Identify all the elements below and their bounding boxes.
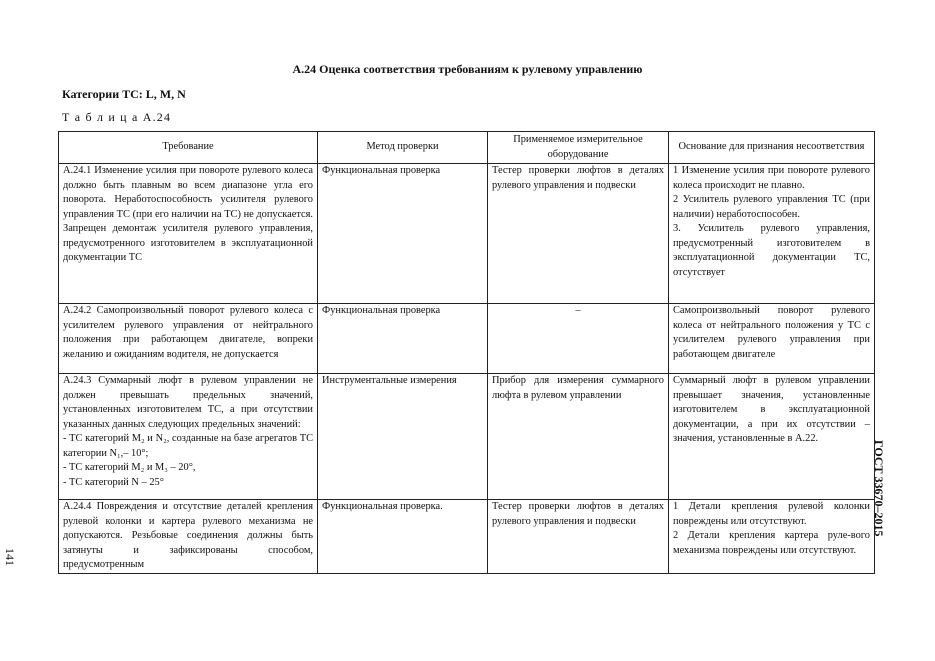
- equipment-cell: Прибор для измерения суммарного люфта в рулевом управлении: [488, 374, 669, 500]
- basis-item: 2 Усилитель рулевого управления ТС (при наличии) неработоспособен.: [673, 194, 870, 220]
- standard-designation: ГОСТ 33670–2015: [872, 440, 886, 537]
- basis-item: 1 Детали крепления рулевой колонки повреждены или отсутствуют.: [673, 501, 870, 527]
- table-label: Т а б л и ц а А.24: [62, 110, 172, 124]
- header-basis: Основание для признания несоответствия: [669, 132, 875, 164]
- requirements-table: [58, 131, 875, 574]
- requirement-text: А.24.3 Суммарный люфт в рулевом управлении не должен превышать предельных значений, установленных изготовителем ТС, а при отсутствии указанных данных следующих предельных значений:: [63, 375, 313, 430]
- requirement-text: - ТС категорий М₂ и N₂, созданные на базе агрегатов ТС категории N₁,– 10°;: [63, 433, 313, 459]
- equipment-cell: Тестер проверки люфтов в деталях рулевого управления и подвески: [488, 500, 669, 574]
- method-cell: Инструментальные измерения: [318, 374, 488, 500]
- vehicle-categories: Категории ТС: L, M, N: [62, 87, 186, 101]
- basis-item: Суммарный люфт в рулевом управлении превышает значения, установленные изготовителем в эксплуатационной документации, а при их отсутствии – значения, установленные в А.22.: [673, 375, 870, 444]
- header-requirement: Требование: [59, 132, 318, 164]
- method-cell: Функциональная проверка.: [318, 500, 488, 574]
- method-cell: Функциональная проверка: [318, 164, 488, 304]
- basis-item: 3. Усилитель рулевого управления, предусмотренный изготовителем в эксплуатационной документации ТС, отсутствует: [673, 223, 870, 278]
- basis-item: Самопроизвольный поворот рулевого колеса от нейтрального положения у ТС с усилителем рулевого управления при работающем двигателе: [673, 305, 870, 360]
- basis-cell: [669, 164, 875, 304]
- requirement-cell: [59, 164, 318, 304]
- table-row: [59, 164, 875, 304]
- header-equipment: Применяемое измерительное оборудование: [488, 132, 669, 164]
- equipment-cell: –: [488, 304, 669, 374]
- section-title: А.24 Оценка соответствия требованиям к рулевому управлению: [292, 62, 643, 76]
- basis-cell: [669, 500, 875, 574]
- method-cell: Функциональная проверка: [318, 304, 488, 374]
- requirement-cell: [59, 500, 318, 574]
- table-row: [59, 374, 875, 500]
- page-number: 141: [3, 548, 17, 566]
- equipment-cell: Тестер проверки люфтов в деталях рулевого управления и подвески: [488, 164, 669, 304]
- table-row: [59, 304, 875, 374]
- basis-cell: [669, 374, 875, 500]
- basis-cell: [669, 304, 875, 374]
- requirement-cell: [59, 304, 318, 374]
- basis-item: 1 Изменение усилия при повороте рулевого колеса происходит не плавно.: [673, 165, 870, 191]
- basis-item: 2 Детали крепления картера руле-вого механизма повреждены или отсутствуют.: [673, 530, 870, 556]
- requirement-text: - ТС категорий М₂ и М₃ – 20°,: [63, 462, 196, 473]
- requirement-text: - ТС категорий N – 25°: [63, 476, 164, 488]
- requirement-cell: [59, 374, 318, 500]
- table-row: [59, 500, 875, 574]
- requirement-text: А.24.1 Изменение усилия при повороте рулевого колеса должно быть плавным во всем диапазоне угла его поворота. Неработоспособность усилителя рулевого управления ТС (при его наличии на ТС) не допускается. Запрещен демонтаж усилителя рулевого управления, предусмотренного изготовителем в эксплуатационной документации ТС: [63, 165, 313, 263]
- requirement-text: А.24.2 Самопроизвольный поворот рулевого колеса с усилителем рулевого управления от нейтрального положения при работающем двигателе, вопреки желанию и ожиданиям водителя, не допускается: [63, 305, 313, 360]
- requirement-text: А.24.4 Повреждения и отсутствие деталей крепления рулевой колонки и картера рулевого механизма не допускаются. Резьбовые соединения должны быть затянуты и зафиксированы способом, предусмотренным: [63, 501, 313, 570]
- table-header-row: [59, 132, 875, 164]
- header-method: Метод проверки: [318, 132, 488, 164]
